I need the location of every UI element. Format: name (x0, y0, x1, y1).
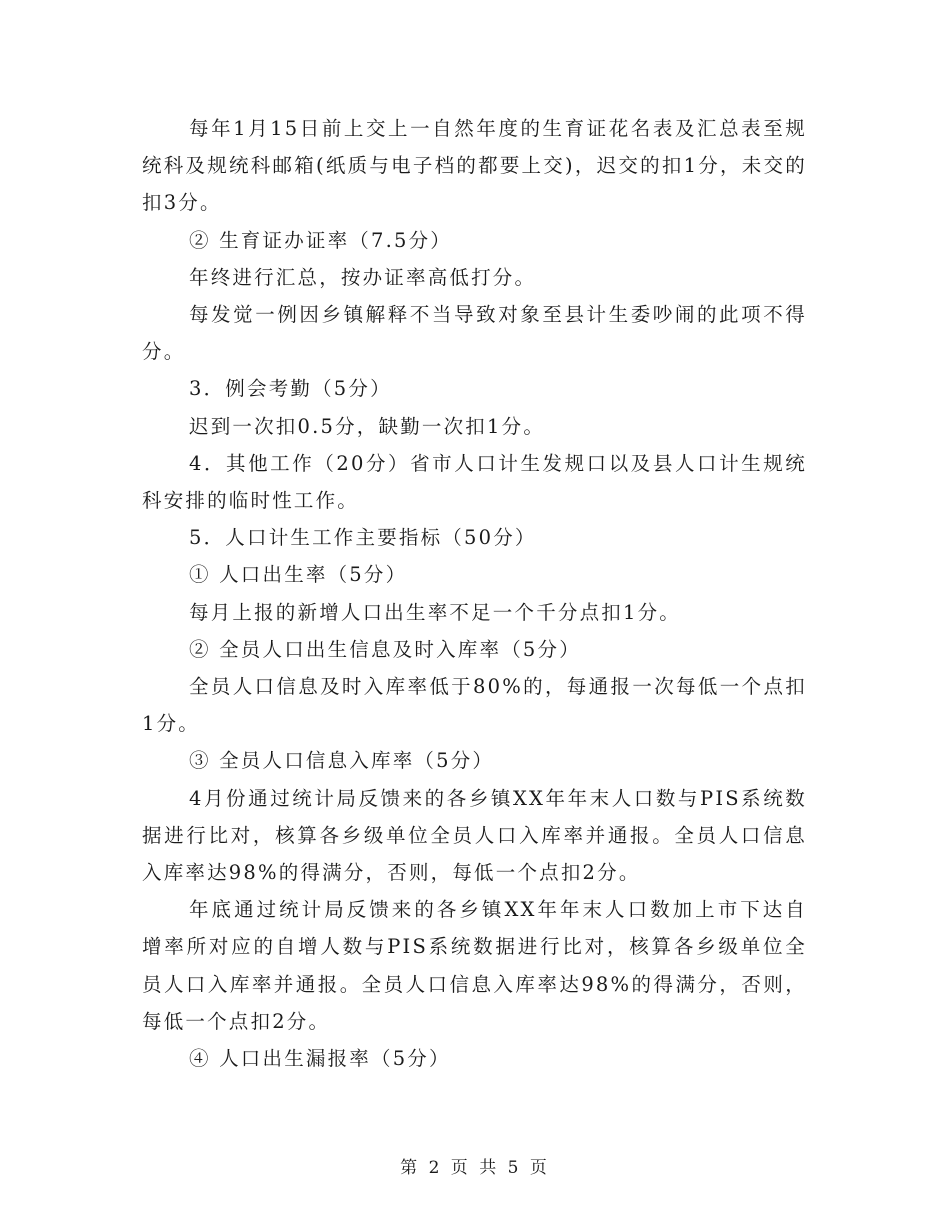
paragraph-year-end-summary: 年终进行汇总，按办证率高低打分。 (189, 265, 537, 289)
paragraph-timely-entry-rule: 全员人口信息及时入库率低于80%的，每通报一次每低一个点扣1分。 (142, 675, 807, 736)
heading-birth-underreport-rate: ④ 人口出生漏报率（5分） (189, 1047, 451, 1071)
paragraph-april-comparison: 4月份通过统计局反馈来的各乡镇XX年年末人口数与PIS系统数据进行比对，核算各乡级单位全员人口入库率并通报。全员人口信息入库率达98%的得满分，否则，每低一个点扣2分。 (142, 786, 807, 885)
paragraph-other-work: 4．其他工作（20分）省市人口计生发规口以及县人口计生规统科安排的临时性工作。 (142, 451, 807, 513)
heading-main-indicators: 5．人口计生工作主要指标（50分） (189, 526, 537, 550)
paragraph-birth-rate-rule: 每月上报的新增人口出生率不足一个千分点扣1分。 (189, 600, 682, 624)
heading-meeting-attendance: 3．例会考勤（5分） (189, 377, 392, 401)
paragraph-year-end-comparison: 年底通过统计局反馈来的各乡镇XX年年末人口数加上市下达自增率所对应的自增人数与PIS系统数据进行比对，核算各乡级单位全员人口入库率并通报。全员人口信息入库率达98%的得满分，否则，每低一个点扣2分。 (142, 898, 807, 1033)
paragraph-complaint-rule: 每发觉一例因乡镇解释不当导致对象至县计生委吵闹的此项不得分。 (142, 303, 807, 364)
heading-birth-rate: ① 人口出生率（5分） (189, 563, 408, 587)
paragraph-attendance-deduction: 迟到一次扣0.5分，缺勤一次扣1分。 (189, 414, 546, 438)
paragraph-rules-submission: 每年1月15日前上交上一自然年度的生育证花名表及汇总表至规统科及规统科邮箱(纸质与电子档的都要上交)，迟交的扣1分，未交的扣3分。 (142, 117, 807, 215)
page-number-footer: 第 2 页 共 5 页 (400, 1158, 550, 1178)
document-body (142, 110, 807, 1077)
heading-entry-rate: ③ 全员人口信息入库率（5分） (189, 749, 495, 773)
heading-birth-permit-rate: ② 生育证办证率（7.5分） (189, 228, 453, 252)
heading-timely-entry-rate: ② 全员人口出生信息及时入库率（5分） (189, 637, 581, 661)
